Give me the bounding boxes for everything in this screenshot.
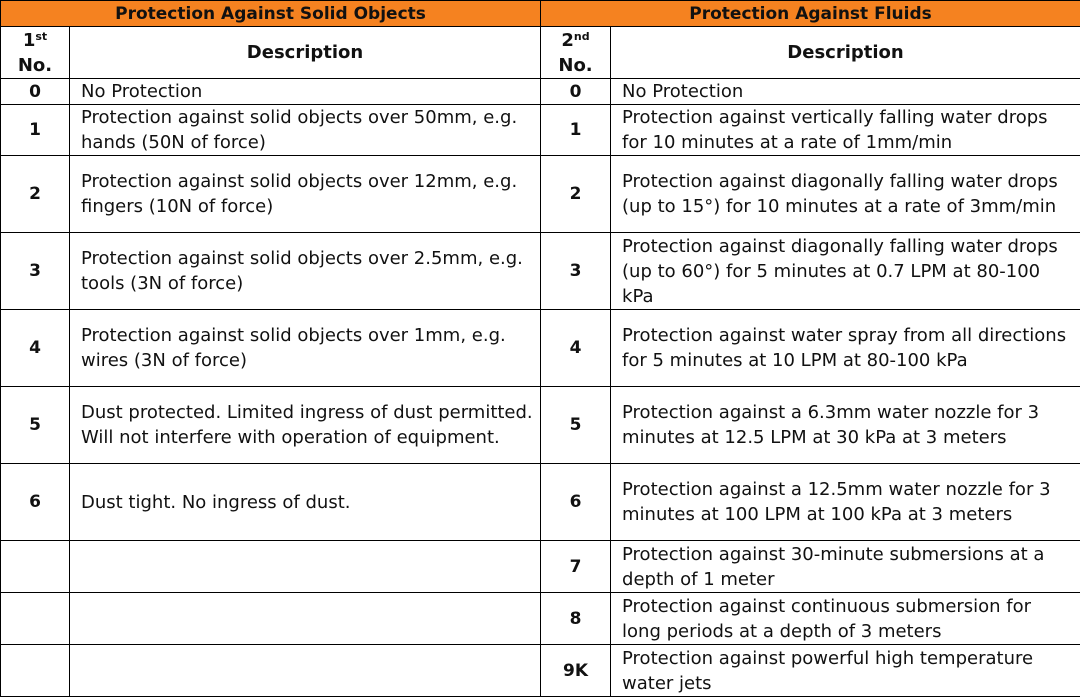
fluid-number-cell: 8 bbox=[541, 593, 611, 645]
table-body bbox=[1, 79, 1080, 697]
solid-description-cell bbox=[70, 593, 541, 645]
fluid-description-cell: Protection against vertically falling water drops for 10 minutes at a rate of 1mm/min bbox=[611, 105, 1080, 156]
solid-objects-header: Protection Against Solid Objects bbox=[1, 1, 541, 27]
fluid-description-cell: Protection against continuous submersion for long periods at a depth of 3 meters bbox=[611, 593, 1080, 645]
solid-description-cell: Protection against solid objects over 2.5mm, e.g. tools (3N of force) bbox=[70, 233, 541, 310]
fluid-description-cell: Protection against a 6.3mm water nozzle for 3 minutes at 12.5 LPM at 30 kPa at 3 meters bbox=[611, 387, 1080, 464]
header-row bbox=[1, 1, 1080, 27]
solid-description-header: Description bbox=[70, 27, 541, 79]
second-number-header: 2nd No. bbox=[541, 27, 611, 79]
fluid-description-cell: Protection against diagonally falling water drops (up to 15°) for 10 minutes at a rate of 3mm/min bbox=[611, 156, 1080, 233]
solid-description-cell: Protection against solid objects over 1mm, e.g. wires (3N of force) bbox=[70, 310, 541, 387]
solid-description-cell: No Protection bbox=[70, 79, 541, 105]
solid-number-cell: 3 bbox=[1, 233, 70, 310]
table-row bbox=[1, 387, 1080, 464]
table-row bbox=[1, 645, 1080, 697]
solid-number-cell: 1 bbox=[1, 105, 70, 156]
solid-description-cell bbox=[70, 541, 541, 593]
table-row bbox=[1, 79, 1080, 105]
fluid-number-cell: 1 bbox=[541, 105, 611, 156]
fluid-number-cell: 6 bbox=[541, 464, 611, 541]
table-row bbox=[1, 233, 1080, 310]
fluid-description-cell: Protection against water spray from all directions for 5 minutes at 10 LPM at 80-100 kPa bbox=[611, 310, 1080, 387]
table-row bbox=[1, 593, 1080, 645]
fluid-description-cell: Protection against a 12.5mm water nozzle for 3 minutes at 100 LPM at 100 kPa at 3 meters bbox=[611, 464, 1080, 541]
solid-number-cell bbox=[1, 593, 70, 645]
solid-number-cell: 5 bbox=[1, 387, 70, 464]
table-row bbox=[1, 541, 1080, 593]
fluid-number-cell: 9K bbox=[541, 645, 611, 697]
fluid-description-header: Description bbox=[611, 27, 1080, 79]
fluid-number-cell: 5 bbox=[541, 387, 611, 464]
fluid-number-cell: 3 bbox=[541, 233, 611, 310]
subheader-row bbox=[1, 27, 1080, 79]
fluid-description-cell: Protection against diagonally falling water drops (up to 60°) for 5 minutes at 0.7 LPM at 80-100 kPa bbox=[611, 233, 1080, 310]
solid-number-cell bbox=[1, 541, 70, 593]
table-row bbox=[1, 464, 1080, 541]
solid-description-cell: Protection against solid objects over 50mm, e.g. hands (50N of force) bbox=[70, 105, 541, 156]
fluid-number-cell: 7 bbox=[541, 541, 611, 593]
fluid-number-cell: 4 bbox=[541, 310, 611, 387]
solid-description-cell: Dust tight. No ingress of dust. bbox=[70, 464, 541, 541]
solid-description-cell bbox=[70, 645, 541, 697]
fluid-description-cell: Protection against 30-minute submersions at a depth of 1 meter bbox=[611, 541, 1080, 593]
first-number-header: 1st No. bbox=[1, 27, 70, 79]
solid-number-cell: 6 bbox=[1, 464, 70, 541]
table-row bbox=[1, 310, 1080, 387]
solid-description-cell: Protection against solid objects over 12mm, e.g. fingers (10N of force) bbox=[70, 156, 541, 233]
solid-number-cell: 0 bbox=[1, 79, 70, 105]
fluids-header: Protection Against Fluids bbox=[541, 1, 1080, 27]
fluid-number-cell: 2 bbox=[541, 156, 611, 233]
fluid-description-cell: No Protection bbox=[611, 79, 1080, 105]
fluid-number-cell: 0 bbox=[541, 79, 611, 105]
solid-number-cell bbox=[1, 645, 70, 697]
solid-number-cell: 2 bbox=[1, 156, 70, 233]
solid-number-cell: 4 bbox=[1, 310, 70, 387]
table-row bbox=[1, 156, 1080, 233]
solid-description-cell: Dust protected. Limited ingress of dust permitted. Will not interfere with operation of equipment. bbox=[70, 387, 541, 464]
fluid-description-cell: Protection against powerful high temperature water jets bbox=[611, 645, 1080, 697]
table-row bbox=[1, 105, 1080, 156]
